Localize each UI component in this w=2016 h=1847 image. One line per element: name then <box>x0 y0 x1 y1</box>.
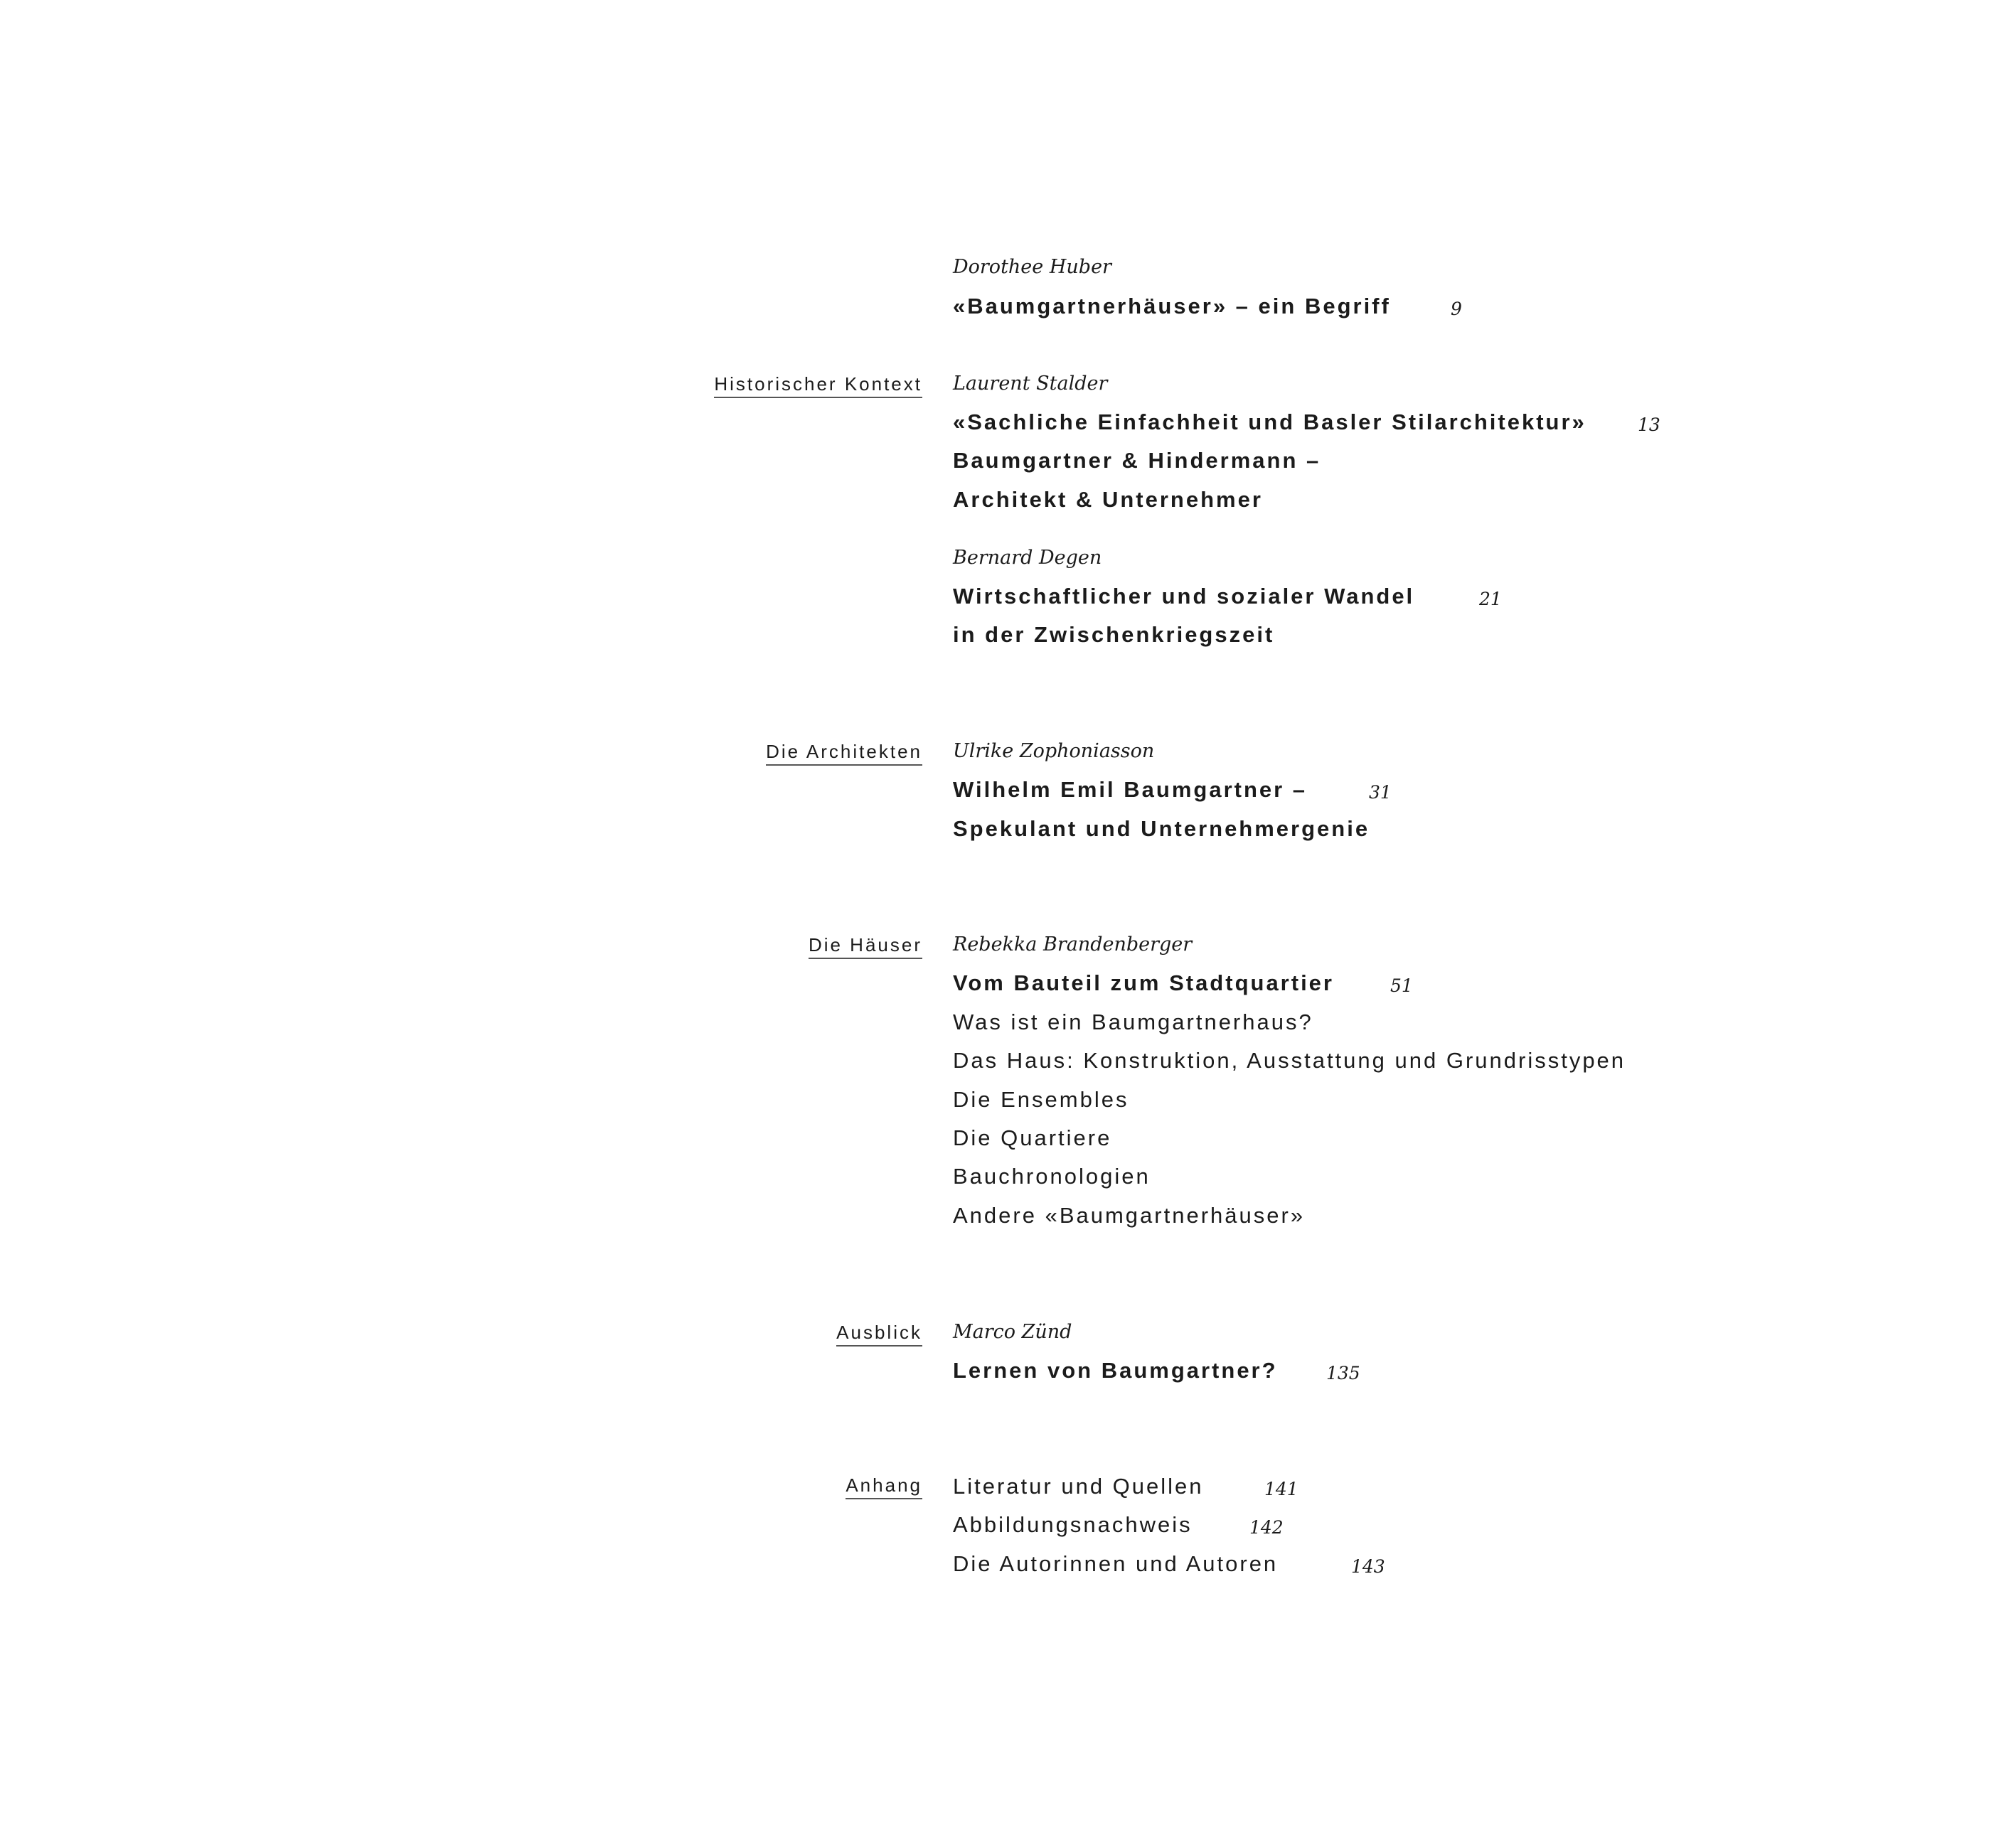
subchapter-item[interactable]: Was ist ein Baumgartnerhaus? <box>953 1010 1313 1034</box>
author-name: Bernard Degen <box>953 547 1102 569</box>
author-name: Dorothee Huber <box>953 256 1111 278</box>
chapter-title-line[interactable]: Architekt & Unternehmer <box>953 487 1263 512</box>
section-label-ausblick: Ausblick <box>836 1320 922 1347</box>
chapter-title[interactable]: Wirtschaftlicher und sozialer Wandel <box>953 584 1415 609</box>
page-number[interactable]: 135 <box>1326 1363 1360 1383</box>
author-name: Rebekka Brandenberger <box>953 933 1193 955</box>
subchapter-item[interactable]: Die Quartiere <box>953 1125 1112 1150</box>
chapter-title[interactable]: «Sachliche Einfachheit und Basler Stilarchitektur» <box>953 409 1586 434</box>
page-number[interactable]: 13 <box>1638 414 1660 435</box>
section-label-historischer-kontext: Historischer Kontext <box>714 372 922 398</box>
page-number[interactable]: 9 <box>1451 299 1462 319</box>
author-name: Ulrike Zophoniasson <box>953 740 1155 762</box>
chapter-title-line[interactable]: in der Zwischenkriegszeit <box>953 622 1275 647</box>
section-label-anhang: Anhang <box>846 1473 922 1499</box>
chapter-title[interactable]: Lernen von Baumgartner? <box>953 1358 1278 1383</box>
chapter-title-line[interactable]: Baumgartner & Hindermann – <box>953 448 1321 473</box>
page-number[interactable]: 51 <box>1390 975 1413 996</box>
chapter-title[interactable]: Vom Bauteil zum Stadtquartier <box>953 970 1334 995</box>
appendix-item[interactable]: Abbildungsnachweis <box>953 1512 1193 1537</box>
page-number[interactable]: 21 <box>1479 589 1502 609</box>
section-label-die-haeuser: Die Häuser <box>809 933 922 959</box>
chapter-title-line[interactable]: Spekulant und Unternehmergenie <box>953 816 1370 841</box>
subchapter-item[interactable]: Die Ensembles <box>953 1087 1129 1112</box>
page-number[interactable]: 142 <box>1249 1517 1284 1538</box>
page-number[interactable]: 143 <box>1351 1556 1385 1577</box>
subchapter-item[interactable]: Bauchronologien <box>953 1164 1151 1189</box>
appendix-item[interactable]: Die Autorinnen und Autoren <box>953 1551 1279 1576</box>
subchapter-item[interactable]: Andere «Baumgartnerhäuser» <box>953 1203 1306 1228</box>
subchapter-item[interactable]: Das Haus: Konstruktion, Ausstattung und Grundrisstypen <box>953 1048 1626 1073</box>
author-name: Marco Zünd <box>953 1321 1072 1343</box>
chapter-title[interactable]: Wilhelm Emil Baumgartner – <box>953 777 1308 802</box>
section-label-die-architekten: Die Architekten <box>766 739 922 766</box>
page-number[interactable]: 31 <box>1369 782 1392 803</box>
author-name: Laurent Stalder <box>953 373 1108 395</box>
chapter-title[interactable]: «Baumgartnerhäuser» – ein Begriff <box>953 294 1391 318</box>
page-number[interactable]: 141 <box>1264 1479 1298 1499</box>
appendix-item[interactable]: Literatur und Quellen <box>953 1474 1204 1499</box>
